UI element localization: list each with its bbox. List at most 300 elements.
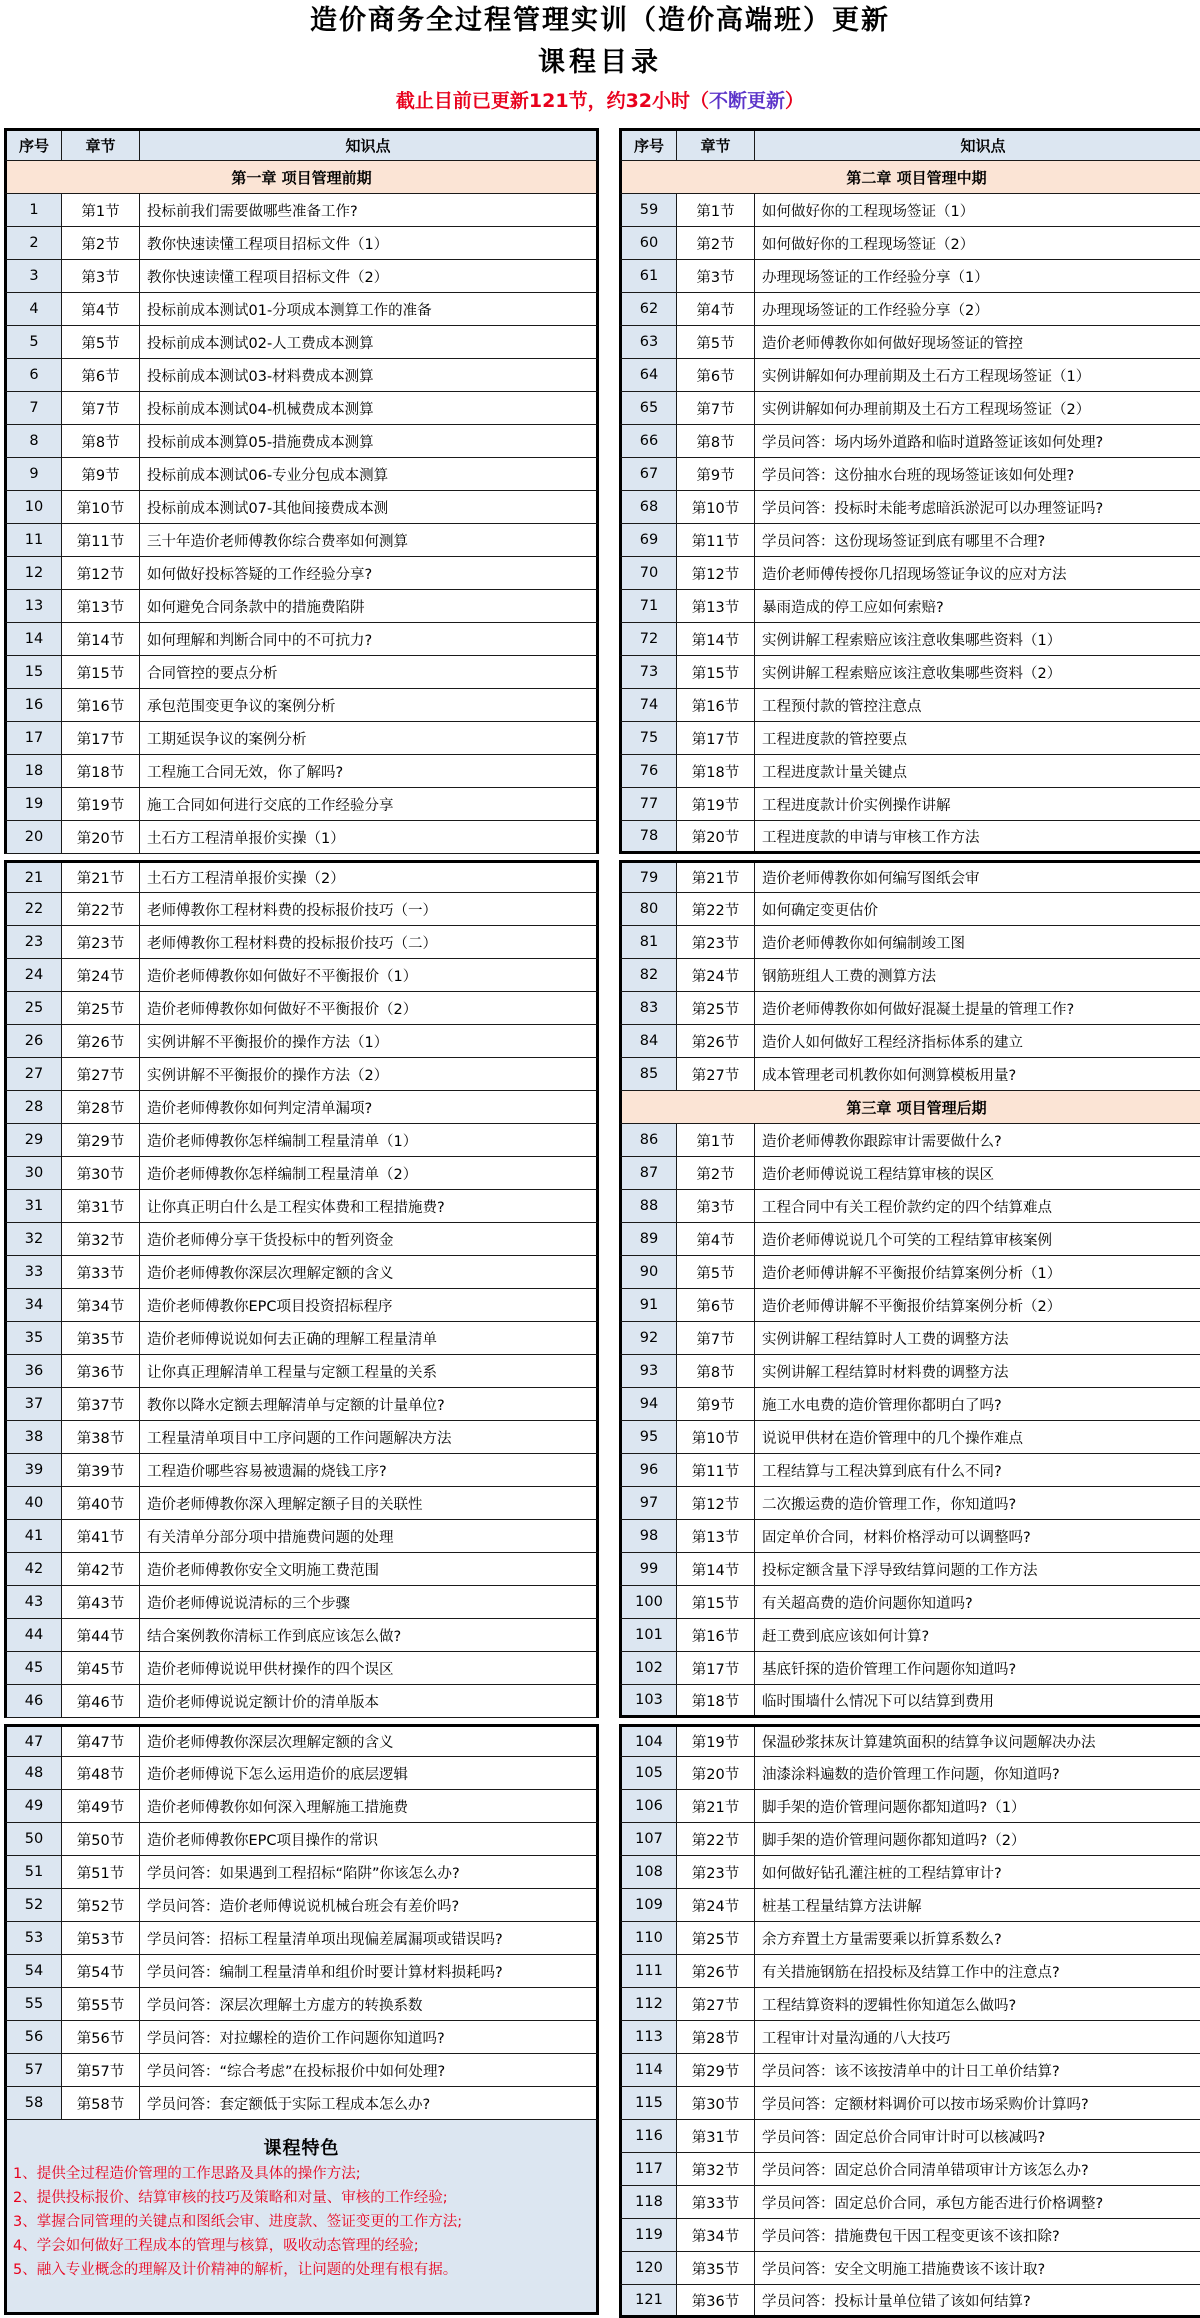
- lesson-number: 43: [7, 1586, 62, 1618]
- table-row: [4, 1157, 599, 1190]
- topic-text: 有关超高费的造价问题你知道吗?: [762, 1595, 973, 1612]
- lesson-number: 16: [7, 689, 62, 721]
- table-row: [619, 656, 1200, 689]
- topic-text: 造价老师傅教你怎样编制工程量清单（1）: [147, 1133, 418, 1150]
- table-row: [619, 689, 1200, 722]
- section-label: 第20节: [677, 1757, 755, 1789]
- lesson-number: 120: [622, 2252, 677, 2284]
- section-label: 第27节: [62, 1058, 140, 1090]
- topic-text: 有关措施钢筋在招投标及结算工作中的注意点?: [762, 1964, 1060, 1981]
- table-row: [4, 788, 599, 821]
- topic-text: 成本管理老司机教你如何测算模板用量?: [762, 1067, 1017, 1084]
- lesson-number: 76: [622, 755, 677, 787]
- table-row: [4, 1058, 599, 1091]
- section-label: 第41节: [62, 1520, 140, 1552]
- lesson-number: 14: [7, 623, 62, 655]
- table-row: [619, 1724, 1200, 1757]
- lesson-number: 86: [622, 1124, 677, 1156]
- lesson-number: 24: [7, 959, 62, 991]
- section-label: 第10节: [677, 1421, 755, 1453]
- lesson-number: 87: [622, 1157, 677, 1189]
- topic-text: 如何做好钻孔灌注桩的工程结算审计?: [762, 1865, 1002, 1882]
- topic-text: 油漆涂料遍数的造价管理工作问题，你知道吗?: [762, 1766, 1060, 1783]
- topic-text: 学员问答：安全文明施工措施费该不该计取?: [762, 2261, 1046, 2278]
- section-label: 第2节: [677, 227, 755, 259]
- lesson-number: 33: [7, 1256, 62, 1288]
- lesson-number: 12: [7, 557, 62, 589]
- section-label: 第13节: [677, 1520, 755, 1552]
- table-row: [4, 1289, 599, 1322]
- lesson-number: 26: [7, 1025, 62, 1057]
- lesson-number: 31: [7, 1190, 62, 1222]
- section-label: 第10节: [62, 491, 140, 523]
- lesson-number: 77: [622, 788, 677, 820]
- table-row: [619, 1157, 1200, 1190]
- section-label: 第7节: [677, 1322, 755, 1354]
- section-label: 第30节: [62, 1157, 140, 1189]
- section-label: 第39节: [62, 1454, 140, 1486]
- update-status-highlight: 不断更新: [709, 90, 786, 112]
- table-row: [619, 1025, 1200, 1058]
- lesson-number: 11: [7, 524, 62, 556]
- topic-text: 土石方工程清单报价实操（1）: [147, 830, 345, 847]
- table-row: [619, 1355, 1200, 1388]
- section-label: 第12节: [677, 1487, 755, 1519]
- lesson-number: 61: [622, 260, 677, 292]
- section-label: 第26节: [62, 1025, 140, 1057]
- section-label: 第32节: [677, 2153, 755, 2185]
- topic-text: 投标前成本测试07-其他间接费成本测: [147, 500, 389, 517]
- lesson-number: 78: [622, 821, 677, 851]
- lesson-number: 50: [7, 1823, 62, 1855]
- topic-text: 造价老师傅讲解不平衡报价结算案例分析（1）: [762, 1265, 1062, 1282]
- section-label: 第47节: [62, 1727, 140, 1756]
- update-status-text: 截止目前已更新121节，约32小时（: [395, 90, 710, 112]
- lesson-number: 119: [622, 2219, 677, 2251]
- topic-text: 赶工费到底应该如何计算?: [762, 1628, 930, 1645]
- topic-text: 实例讲解不平衡报价的操作方法（1）: [147, 1034, 389, 1051]
- section-label: 第26节: [677, 1955, 755, 1987]
- section-label: 第15节: [677, 656, 755, 688]
- lesson-number: 53: [7, 1922, 62, 1954]
- section-label: 第26节: [677, 1025, 755, 1057]
- table-row: [4, 425, 599, 458]
- lesson-number: 34: [7, 1289, 62, 1321]
- topic-text: 学员问答：编制工程量清单和组价时要计算材料损耗吗?: [147, 1964, 503, 1981]
- section-label: 第24节: [677, 959, 755, 991]
- section-label: 第52节: [62, 1889, 140, 1921]
- lesson-number: 113: [622, 2021, 677, 2053]
- table-row: [4, 557, 599, 590]
- table-row: [4, 689, 599, 722]
- lesson-number: 56: [7, 2021, 62, 2053]
- lesson-number: 99: [622, 1553, 677, 1585]
- table-header-right: [619, 128, 1200, 161]
- lesson-number: 101: [622, 1619, 677, 1651]
- table-row: [4, 722, 599, 755]
- topic-text: 施工合同如何进行交底的工作经验分享: [147, 797, 394, 814]
- topic-text: 工程结算资料的逻辑性你知道怎么做吗?: [762, 1997, 1017, 2014]
- topic-text: 学员问答：深层次理解土方虚方的转换系数: [147, 1997, 423, 2014]
- feature-item: 4、学会如何做好工程成本的管理与核算，吸收动态管理的经验;: [13, 2238, 419, 2254]
- topic-text: 学员问答：造价老师傅说说机械台班会有差价吗?: [147, 1898, 460, 1915]
- topic-text: 临时围墙什么情况下可以结算到费用: [762, 1693, 994, 1710]
- table-row: [4, 821, 599, 854]
- topic-text: 钢筋班组人工费的测算方法: [762, 968, 936, 985]
- table-row: [619, 2087, 1200, 2120]
- topic-text: 投标前成本测试02-人工费成本测算: [147, 335, 374, 352]
- section-label: 第4节: [677, 293, 755, 325]
- lesson-number: 96: [622, 1454, 677, 1486]
- update-status-close: ）: [785, 90, 805, 112]
- lesson-number: 112: [622, 1988, 677, 2020]
- lesson-number: 51: [7, 1856, 62, 1888]
- section-label: 第22节: [677, 893, 755, 925]
- table-row: [619, 2054, 1200, 2087]
- topic-text: 学员问答：固定总价合同审计时可以核减吗?: [762, 2129, 1046, 2146]
- section-label: 第8节: [62, 425, 140, 457]
- section-label: 第10节: [677, 491, 755, 523]
- table-row: [619, 326, 1200, 359]
- lesson-number: 28: [7, 1091, 62, 1123]
- table-row: [619, 1487, 1200, 1520]
- lesson-number: 41: [7, 1520, 62, 1552]
- section-label: 第27节: [677, 1058, 755, 1090]
- section-label: 第25节: [677, 1922, 755, 1954]
- section-label: 第31节: [677, 2120, 755, 2152]
- topic-text: 说说甲供材在造价管理中的几个操作难点: [762, 1430, 1023, 1447]
- table-row: [4, 2087, 599, 2120]
- lesson-number: 95: [622, 1421, 677, 1453]
- lesson-number: 48: [7, 1757, 62, 1789]
- table-row: [619, 959, 1200, 992]
- table-row: [4, 458, 599, 491]
- topic-text: 合同管控的要点分析: [147, 665, 278, 682]
- lesson-number: 30: [7, 1157, 62, 1189]
- section-label: 第48节: [62, 1757, 140, 1789]
- table-row: [619, 557, 1200, 590]
- table-row: [619, 458, 1200, 491]
- lesson-number: 3: [7, 260, 62, 292]
- topic-text: 施工水电费的造价管理你都明白了吗?: [762, 1397, 1002, 1414]
- topic-text: 造价老师傅教你如何编写图纸会审: [762, 871, 980, 887]
- lesson-number: 94: [622, 1388, 677, 1420]
- table-row: [619, 1790, 1200, 1823]
- topic-text: 保温砂浆抹灰计算建筑面积的结算争议问题解决办法: [762, 1735, 1096, 1751]
- topic-text: 工程审计对量沟通的八大技巧: [762, 2030, 951, 2047]
- lesson-number: 36: [7, 1355, 62, 1387]
- topic-text: 学员问答：这份抽水台班的现场签证该如何处理?: [762, 467, 1075, 484]
- section-label: 第19节: [677, 1727, 755, 1756]
- table-row: [619, 1685, 1200, 1718]
- topic-text: 基底钎探的造价管理工作问题你知道吗?: [762, 1661, 1017, 1678]
- table-row: [619, 860, 1200, 893]
- section-label: 第21节: [677, 1790, 755, 1822]
- table-row: [619, 1322, 1200, 1355]
- topic-text: 学员问答：固定总价合同清单错项审计方该怎么办?: [762, 2162, 1089, 2179]
- section-label: 第40节: [62, 1487, 140, 1519]
- section-label: 第5节: [677, 1256, 755, 1288]
- table-row: [619, 893, 1200, 926]
- table-row: [619, 1190, 1200, 1223]
- feature-item: 1、提供全过程造价管理的工作思路及具体的操作方法;: [13, 2166, 361, 2182]
- topic-text: 造价老师傅分享干货投标中的暂列资金: [147, 1232, 394, 1249]
- table-row: [619, 1619, 1200, 1652]
- topic-text: 工程进度款计量关键点: [762, 764, 907, 781]
- left-block-1: [4, 194, 599, 854]
- section-label: 第3节: [677, 260, 755, 292]
- lesson-number: 54: [7, 1955, 62, 1987]
- section-label: 第17节: [677, 1652, 755, 1684]
- lesson-number: 57: [7, 2054, 62, 2086]
- table-row: [4, 992, 599, 1025]
- table-row: [619, 1922, 1200, 1955]
- table-row: [619, 194, 1200, 227]
- section-label: 第2节: [62, 227, 140, 259]
- section-label: 第17节: [677, 722, 755, 754]
- topic-text: 学员问答：固定总价合同，承包方能否进行价格调整?: [762, 2195, 1104, 2212]
- section-label: 第30节: [677, 2087, 755, 2119]
- table-row: [4, 1790, 599, 1823]
- section-label: 第18节: [677, 755, 755, 787]
- topic-text: 实例讲解工程结算时人工费的调整方法: [762, 1331, 1009, 1348]
- section-label: 第22节: [62, 893, 140, 925]
- lesson-number: 90: [622, 1256, 677, 1288]
- section-label: 第15节: [677, 1586, 755, 1618]
- topic-text: 教你快速读懂工程项目招标文件（1）: [147, 236, 389, 253]
- lesson-number: 83: [622, 992, 677, 1024]
- topic-text: 脚手架的造价管理问题你都知道吗?（2）: [762, 1832, 1026, 1849]
- topic-text: 教你以降水定额去理解清单与定额的计量单位?: [147, 1397, 445, 1414]
- topic-text: 如何确定变更估价: [762, 902, 878, 919]
- lesson-number: 82: [622, 959, 677, 991]
- lesson-number: 71: [622, 590, 677, 622]
- table-row: [4, 2054, 599, 2087]
- table-row: [4, 1520, 599, 1553]
- section-label: 第3节: [62, 260, 140, 292]
- lesson-number: 98: [622, 1520, 677, 1552]
- topic-text: 实例讲解不平衡报价的操作方法（2）: [147, 1067, 389, 1084]
- table-row: [619, 1388, 1200, 1421]
- lesson-number: 106: [622, 1790, 677, 1822]
- section-label: 第9节: [677, 458, 755, 490]
- section-label: 第29节: [677, 2054, 755, 2086]
- table-row: [4, 1652, 599, 1685]
- lesson-number: 102: [622, 1652, 677, 1684]
- section-label: 第7节: [62, 392, 140, 424]
- table-row: [619, 2021, 1200, 2054]
- table-row: [619, 821, 1200, 854]
- section-label: 第50节: [62, 1823, 140, 1855]
- header-topic: 知识点: [140, 131, 596, 160]
- section-label: 第16节: [677, 689, 755, 721]
- table-row: [4, 1256, 599, 1289]
- topic-text: 投标前成本测算05-措施费成本测算: [147, 434, 374, 451]
- table-row: [619, 788, 1200, 821]
- lesson-number: 74: [622, 689, 677, 721]
- topic-text: 造价老师傅教你怎样编制工程量清单（2）: [147, 1166, 418, 1183]
- section-label: 第20节: [62, 821, 140, 853]
- section-label: 第8节: [677, 1355, 755, 1387]
- chapter-heading: [619, 1091, 1200, 1124]
- lesson-number: 60: [622, 227, 677, 259]
- feature-item: 3、掌握合同管理的关键点和图纸会审、进度款、签证变更的工作方法;: [13, 2214, 463, 2230]
- topic-text: 学员问答：投标计量单位错了该如何结算?: [762, 2293, 1031, 2310]
- table-row: [619, 491, 1200, 524]
- topic-text: 工程造价哪些容易被遗漏的烧钱工序?: [147, 1463, 387, 1480]
- lesson-number: 47: [7, 1727, 62, 1756]
- topic-text: 实例讲解工程索赔应该注意收集哪些资料（1）: [762, 632, 1062, 649]
- table-row: [619, 1454, 1200, 1487]
- topic-text: 造价老师傅教你EPC项目投资招标程序: [147, 1298, 393, 1315]
- table-row: [4, 326, 599, 359]
- section-label: 第19节: [62, 788, 140, 820]
- section-label: 第19节: [677, 788, 755, 820]
- chapter-1-label: 第一章 项目管理前期: [7, 161, 596, 193]
- topic-text: 投标前成本测试04-机械费成本测算: [147, 401, 374, 418]
- topic-text: 工程量清单项目中工序问题的工作问题解决方法: [147, 1430, 452, 1447]
- table-row: [619, 722, 1200, 755]
- table-row: [619, 1988, 1200, 2021]
- section-label: 第17节: [62, 722, 140, 754]
- topic-text: 办理现场签证的工作经验分享（1）: [762, 269, 989, 286]
- table-row: [4, 1823, 599, 1856]
- section-label: 第43节: [62, 1586, 140, 1618]
- topic-text: 造价老师傅说说几个可笑的工程结算审核案例: [762, 1232, 1052, 1249]
- lesson-number: 40: [7, 1487, 62, 1519]
- lesson-number: 116: [622, 2120, 677, 2152]
- table-row: [619, 293, 1200, 326]
- section-label: 第3节: [677, 1190, 755, 1222]
- section-label: 第23节: [677, 1856, 755, 1888]
- topic-text: 如何做好投标答疑的工作经验分享?: [147, 566, 373, 583]
- topic-text: 承包范围变更争议的案例分析: [147, 698, 336, 715]
- chapter-2-label: 第二章 项目管理中期: [622, 161, 1200, 193]
- lesson-number: 44: [7, 1619, 62, 1651]
- lesson-number: 70: [622, 557, 677, 589]
- section-label: 第11节: [62, 524, 140, 556]
- table-row: [619, 992, 1200, 1025]
- lesson-number: 9: [7, 458, 62, 490]
- lesson-number: 6: [7, 359, 62, 391]
- lesson-number: 39: [7, 1454, 62, 1486]
- section-label: 第11节: [677, 1454, 755, 1486]
- table-row: [4, 1223, 599, 1256]
- lesson-number: 4: [7, 293, 62, 325]
- topic-text: 让你真正理解清单工程量与定额工程量的关系: [147, 1364, 437, 1381]
- table-row: [4, 926, 599, 959]
- lesson-number: 45: [7, 1652, 62, 1684]
- topic-text: 学员问答：定额材料调价可以按市场采购价计算吗?: [762, 2096, 1089, 2113]
- table-row: [4, 491, 599, 524]
- lesson-number: 23: [7, 926, 62, 958]
- lesson-number: 104: [622, 1727, 677, 1756]
- section-label: 第58节: [62, 2087, 140, 2119]
- table-row: [4, 1322, 599, 1355]
- lesson-number: 68: [622, 491, 677, 523]
- topic-text: 投标前我们需要做哪些准备工作?: [147, 203, 358, 220]
- topic-text: 如何理解和判断合同中的不可抗力?: [147, 632, 373, 649]
- lesson-number: 25: [7, 992, 62, 1024]
- section-label: 第11节: [677, 524, 755, 556]
- page-subtitle: 课程目录: [538, 47, 662, 78]
- table-row: [619, 1889, 1200, 1922]
- section-label: 第5节: [677, 326, 755, 358]
- topic-text: 造价老师傅教你深层次理解定额的含义: [147, 1735, 394, 1751]
- topic-text: 工程进度款的管控要点: [762, 731, 907, 748]
- topic-text: 工程进度款的申请与审核工作方法: [762, 829, 980, 846]
- table-row: [619, 1421, 1200, 1454]
- topic-text: 造价老师傅教你如何编制竣工图: [762, 935, 965, 952]
- lesson-number: 91: [622, 1289, 677, 1321]
- section-label: 第7节: [677, 392, 755, 424]
- section-label: 第35节: [62, 1322, 140, 1354]
- lesson-number: 64: [622, 359, 677, 391]
- section-label: 第56节: [62, 2021, 140, 2053]
- section-label: 第14节: [677, 1553, 755, 1585]
- lesson-number: 80: [622, 893, 677, 925]
- lesson-number: 32: [7, 1223, 62, 1255]
- topic-text: 造价老师傅教你跟踪审计需要做什么?: [762, 1133, 1002, 1150]
- section-label: 第9节: [677, 1388, 755, 1420]
- lesson-number: 18: [7, 755, 62, 787]
- table-row: [4, 524, 599, 557]
- topic-text: 造价老师傅说说工程结算审核的误区: [762, 1166, 994, 1183]
- topic-text: 造价老师傅教你如何做好混凝土提量的管理工作?: [762, 1001, 1075, 1018]
- header-section: 章节: [677, 131, 755, 160]
- topic-text: 如何避免合同条款中的措施费陷阱: [147, 599, 365, 616]
- lesson-number: 42: [7, 1553, 62, 1585]
- section-label: 第18节: [677, 1685, 755, 1715]
- lesson-number: 7: [7, 392, 62, 424]
- section-label: 第2节: [677, 1157, 755, 1189]
- features-title: 课程特色: [263, 2138, 340, 2159]
- lesson-number: 118: [622, 2186, 677, 2218]
- right-column: [619, 128, 1200, 2318]
- lesson-number: 89: [622, 1223, 677, 1255]
- topic-text: 造价老师傅说说如何去正确的理解工程量清单: [147, 1331, 437, 1348]
- lesson-number: 92: [622, 1322, 677, 1354]
- table-row: [4, 860, 599, 893]
- section-label: 第23节: [677, 926, 755, 958]
- lesson-number: 1: [7, 194, 62, 226]
- right-block-2a: [619, 860, 1200, 1091]
- topic-text: 学员问答：招标工程量清单项出现偏差属漏项或错误吗?: [147, 1931, 503, 1948]
- table-row: [4, 194, 599, 227]
- topic-text: 造价老师傅说说定额计价的清单版本: [147, 1694, 379, 1711]
- table-row: [619, 926, 1200, 959]
- topic-text: 投标定额含量下浮导致结算问题的工作方法: [762, 1562, 1038, 1579]
- topic-text: 让你真正明白什么是工程实体费和工程措施费?: [147, 1199, 445, 1216]
- topic-text: 实例讲解如何办理前期及土石方工程现场签证（2）: [762, 401, 1091, 418]
- topic-text: 造价老师傅说下怎么运用造价的底层逻辑: [147, 1766, 408, 1783]
- topic-text: 学员问答：对拉螺栓的造价工作问题你知道吗?: [147, 2030, 445, 2047]
- lesson-number: 37: [7, 1388, 62, 1420]
- topic-text: 学员问答：如果遇到工程招标“陷阱”你该怎么办?: [147, 1865, 460, 1882]
- section-label: 第21节: [677, 863, 755, 892]
- topic-text: 投标前成本测试06-专业分包成本测算: [147, 467, 389, 484]
- section-label: 第21节: [62, 863, 140, 892]
- table-row: [619, 1586, 1200, 1619]
- section-label: 第25节: [677, 992, 755, 1024]
- section-label: 第28节: [677, 2021, 755, 2053]
- left-block-2: [4, 860, 599, 1718]
- table-row: [4, 1025, 599, 1058]
- table-row: [4, 1091, 599, 1124]
- section-label: 第23节: [62, 926, 140, 958]
- lesson-number: 8: [7, 425, 62, 457]
- table-row: [4, 1190, 599, 1223]
